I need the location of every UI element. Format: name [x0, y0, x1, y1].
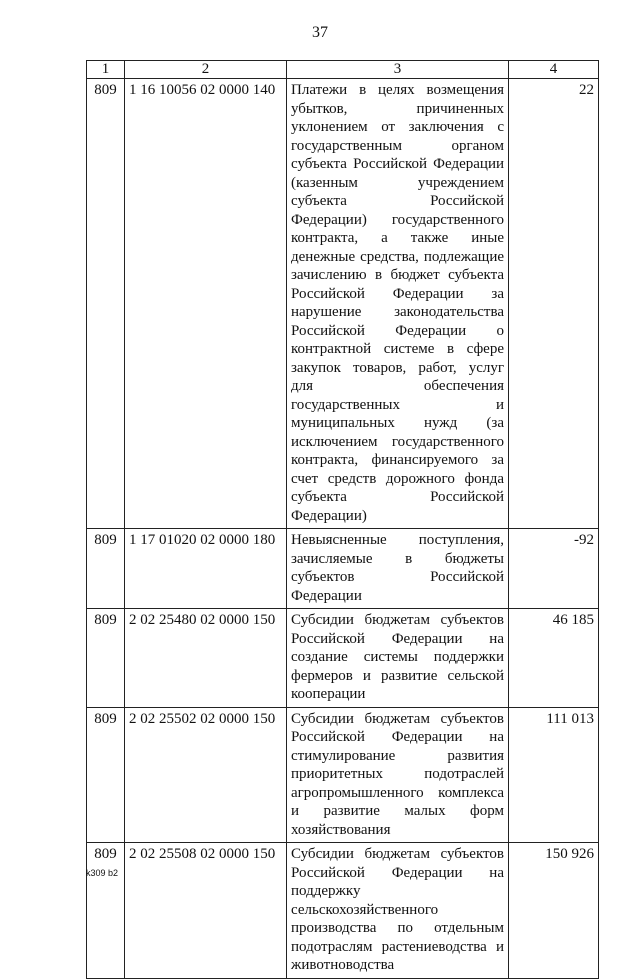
header-row [87, 61, 599, 79]
amount-cell: 150 926 [509, 843, 599, 979]
column-header: 2 [125, 61, 287, 79]
revenue-code-cell: 2 02 25480 02 0000 150 [125, 609, 287, 708]
table-row [87, 843, 599, 979]
description-cell: Невыясненные поступления, зачисляемые в бюджеты субъектов Российской Федерации [287, 529, 509, 609]
table-row [87, 609, 599, 708]
table-row [87, 529, 599, 609]
column-header: 3 [287, 61, 509, 79]
page-number: 37 [312, 24, 328, 41]
description-cell: Субсидии бюджетам субъектов Российской Федерации на поддержку сельскохозяйственного производства по отдельным подотраслям растениеводства и животноводства [287, 843, 509, 979]
budget-table [86, 60, 599, 979]
column-header: 4 [509, 61, 599, 79]
amount-cell: 111 013 [509, 707, 599, 843]
amount-cell: 46 185 [509, 609, 599, 708]
column-header: 1 [87, 61, 125, 79]
table-row [87, 79, 599, 529]
table-row [87, 707, 599, 843]
revenue-code-cell: 2 02 25508 02 0000 150 [125, 843, 287, 979]
admin-code-cell: 809 [87, 79, 125, 529]
description-cell: Субсидии бюджетам субъектов Российской Федерации на стимулирование развития приоритетных подотраслей агропромышленного комплекса и развитие малых форм хозяйствования [287, 707, 509, 843]
admin-code-cell: 809 [87, 529, 125, 609]
amount-cell: -92 [509, 529, 599, 609]
admin-code-cell: 809 [87, 707, 125, 843]
document-code: k309 b2 [86, 868, 119, 878]
amount-cell: 22 [509, 79, 599, 529]
description-cell: Платежи в целях возмещения убытков, причиненных уклонением от заключения с государственным органом субъекта Российской Федерации (казенным учреждением субъекта Российской Федерации) государственного контракта, а также иные денежные средства, подлежащие зачислению в бюджет субъекта Российской Федерации за нарушение законодательства Российской Федерации о контрактной системе в сфере закупок товаров, работ, услуг для обеспечения государственных и муниципальных нужд (за исключением государственного контракта, финансируемого за счет средств дорожного фонда субъекта Российской Федерации) [287, 79, 509, 529]
description-cell: Субсидии бюджетам субъектов Российской Федерации на создание системы поддержки фермеров и развитие сельской кооперации [287, 609, 509, 708]
revenue-code-cell: 1 17 01020 02 0000 180 [125, 529, 287, 609]
admin-code-cell: 809 [87, 609, 125, 708]
revenue-code-cell: 2 02 25502 02 0000 150 [125, 707, 287, 843]
admin-code-cell: 809 [87, 843, 125, 979]
revenue-code-cell: 1 16 10056 02 0000 140 [125, 79, 287, 529]
